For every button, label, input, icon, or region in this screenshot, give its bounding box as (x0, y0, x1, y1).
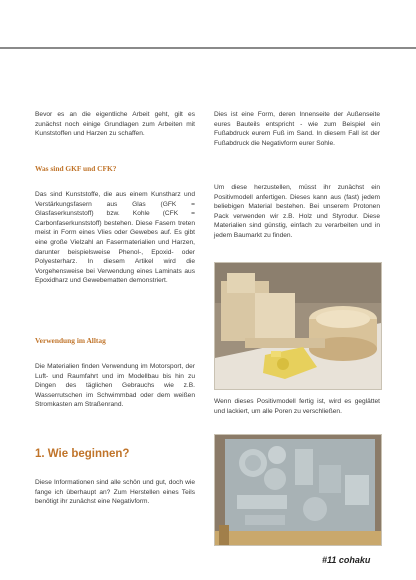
heading-alltag: Verwendung im Alltag (35, 336, 106, 345)
right-p1-wrap (214, 110, 380, 148)
right-p2-wrap (214, 183, 380, 241)
right-p3-wrap (214, 397, 380, 416)
right-paragraph-3: Wenn dieses Positivmodell fertig ist, wird es geglättet und lackiert, um alle Poren zu verschließen. (214, 398, 380, 415)
painted-model-illustration (215, 435, 381, 545)
alltag-paragraph: Die Materialien finden Verwendung im Motorsport, der Luft- und Raumfahrt und im Modellbau bis hin zu Dingen des täglichen Gebrauchs wie z.B. Wasserrutschen im Schwimmbad oder dem weißen Stromkasten am Straßenrand. (35, 363, 195, 409)
top-rule (0, 47, 416, 49)
right-paragraph-2: Um diese herzustellen, müsst ihr zunächst ein Positivmodell anfertigen. Dieses kann aus (fast) jedem beliebigen Material bestehen. Bei unserem Protonen Pack verwenden wir z.B. Holz und Styrodur. Diese Materialien sind günstig, einfach zu verarbeiten und in jedem Baumarkt zu finden. (214, 184, 380, 239)
page-footer: #11 cohaku (322, 555, 371, 565)
chapter-title: 1. Wie beginnen? (35, 448, 130, 460)
right-paragraph-1: Dies ist eine Form, deren Innenseite der Außenseite eures Bauteils entspricht - wie zum Beispiel ein Fußabdruck eurem Fuß im Sand. In diesem Fall ist der Fußabdruck die Negativform eurer Sohle. (214, 111, 380, 147)
gkf-block (35, 190, 195, 286)
left-heading-alltag-wrap (35, 336, 195, 345)
chapter-paragraph: Diese Informationen sind alle schön und gut, doch wie fange ich überhaupt an? Zum Herstellen eines Teils benötigt ihr zunächst eine Negativform. (35, 479, 195, 506)
gkf-paragraph: Das sind Kunststoffe, die aus einem Kunstharz und Verstärkungsfasern aus Glas (GFK = Glasfaserkunststoff) bzw. Kohle (CFK = Carbonfaserkunststoff) bestehen. Diese Fasern treten meist in Form eines Vlies oder Gewebes auf. Es gibt eine große Vielzahl an Fasermaterialien und Harzen, darunter beispielsweise Phenol-, Epoxid- oder Polyesterharz. In diesem Artikel wird die Vorgehensweise bei Verwendung eines Laminats aus Epoxidharz und Gewebematten demonstriert. (35, 191, 195, 285)
left-column (35, 110, 195, 139)
left-heading-gkf-wrap (35, 164, 195, 173)
positive-model-photo (214, 262, 382, 390)
heading-gkf: Was sind GKF und CFK? (35, 164, 117, 173)
alltag-block (35, 362, 195, 410)
chapter-block (35, 478, 195, 507)
intro-paragraph: Bevor es an die eigentliche Arbeit geht, gilt es zunächst noch einige Grundlagen zum Arbeiten mit Kunststoffen und Harzen zu schaffen. (35, 111, 195, 138)
positive-model-illustration (215, 263, 381, 389)
painted-model-photo (214, 434, 382, 546)
chapter-heading-wrap (35, 448, 195, 460)
